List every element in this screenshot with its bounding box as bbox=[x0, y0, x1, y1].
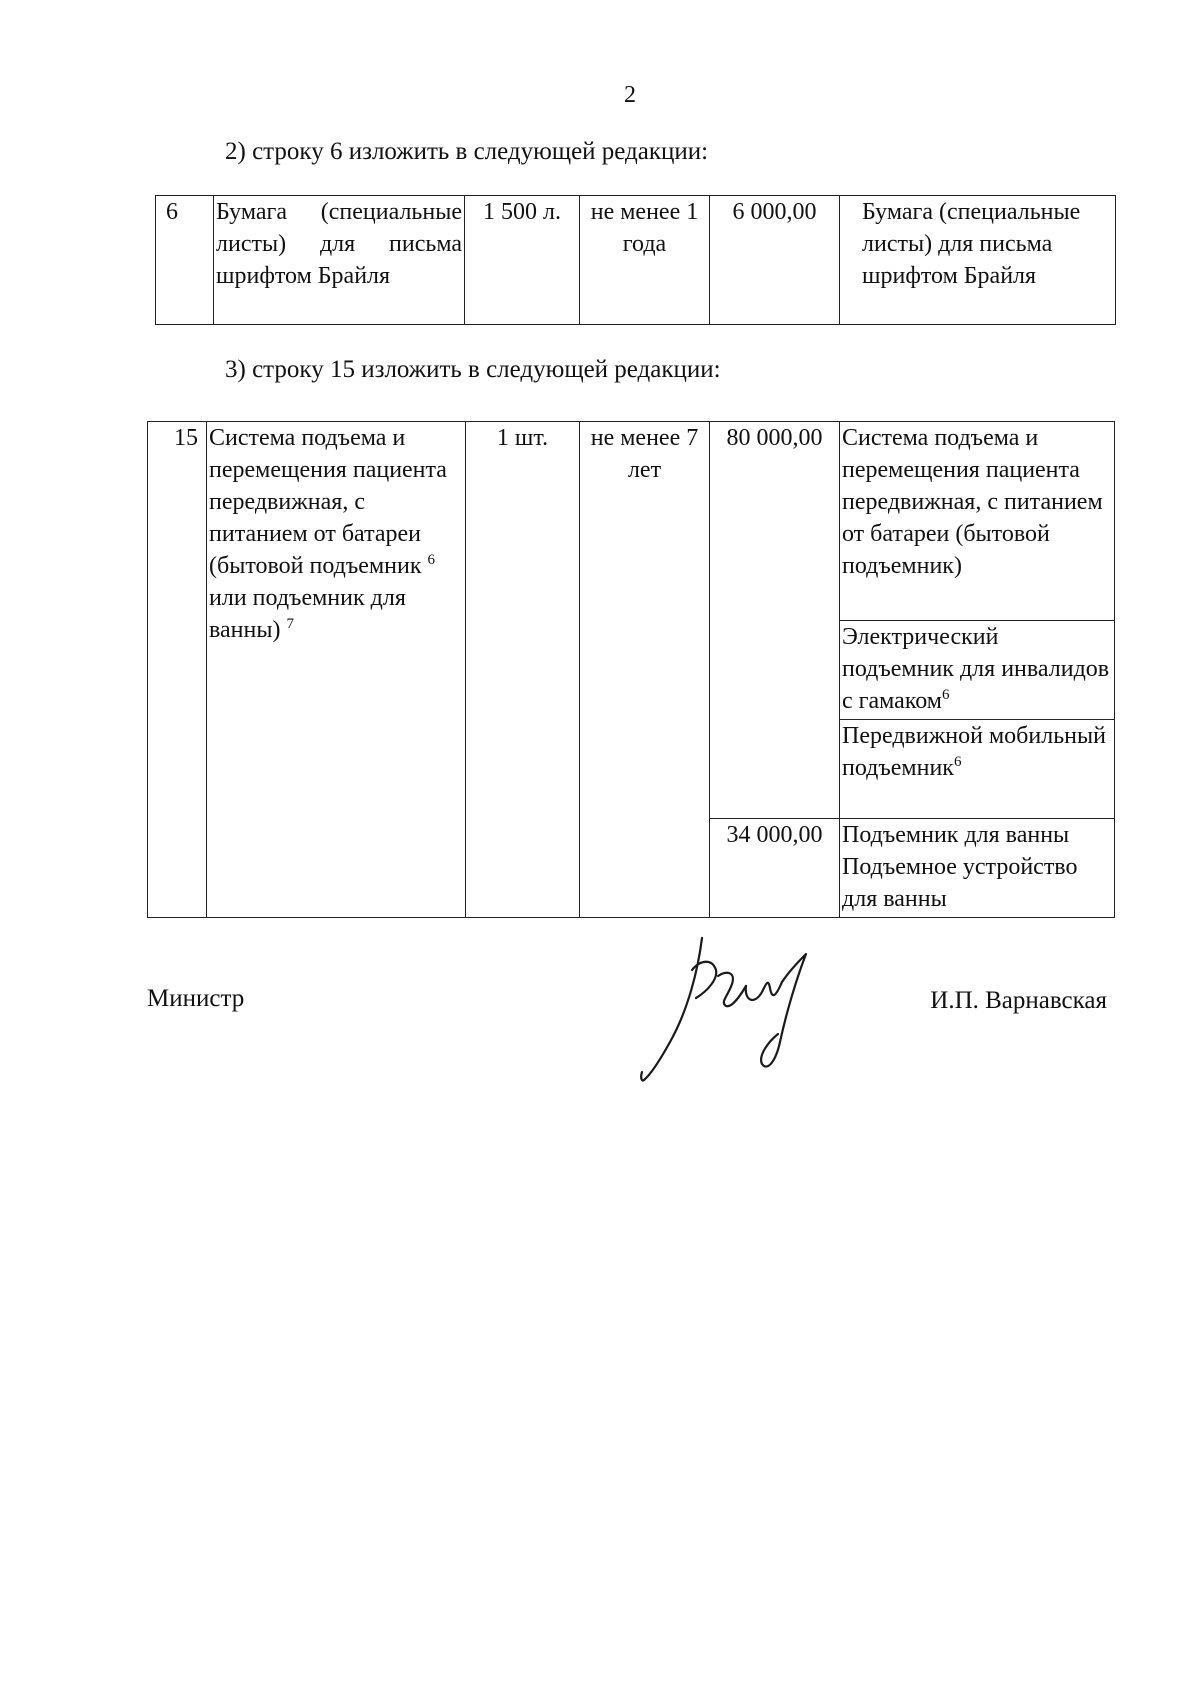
table-row bbox=[156, 196, 1116, 325]
footnote-mark: 7 bbox=[286, 616, 294, 632]
item-recommended bbox=[840, 720, 1115, 819]
item-recommended-line: Подъемное устройство для ванны bbox=[842, 854, 1078, 912]
item-recommended: Бумага (специальные листы) для письма шрифтом Брайля bbox=[840, 196, 1116, 325]
item-recommended bbox=[840, 819, 1115, 918]
item-price: 80 000,00 bbox=[710, 422, 840, 819]
page-number: 2 bbox=[624, 82, 636, 108]
item-quantity: 1 500 л. bbox=[465, 196, 580, 325]
item-price: 6 000,00 bbox=[710, 196, 840, 325]
item-name-part2: или подъемник для ванны) bbox=[209, 585, 406, 643]
row-number: 15 bbox=[148, 422, 207, 918]
signatory-position: Министр bbox=[147, 985, 245, 1012]
item-recommended bbox=[840, 621, 1115, 720]
signatory-name: И.П. Варнавская bbox=[930, 987, 1107, 1014]
item-recommended-text: Передвижной мобильный подъемник bbox=[842, 723, 1106, 781]
footnote-mark: 6 bbox=[427, 552, 435, 568]
table-row-15 bbox=[147, 421, 1115, 918]
instruction-row-15: 3) строку 15 изложить в следующей редакции: bbox=[225, 356, 721, 383]
item-recommended: Система подъема и перемещения пациента передвижная, с питанием от батареи (бытовой подъемник) bbox=[840, 422, 1115, 621]
handwritten-signature bbox=[640, 930, 830, 1090]
instruction-row-6: 2) строку 6 изложить в следующей редакции: bbox=[225, 138, 709, 165]
footnote-mark: 6 bbox=[953, 754, 962, 770]
item-name: Бумага (специальные листы) для письма шрифтом Брайля bbox=[214, 196, 465, 325]
item-recommended-text: Электрический подъемник для инвалидов с гамаком bbox=[842, 624, 1110, 714]
table-row-6 bbox=[155, 195, 1116, 325]
item-name bbox=[207, 422, 466, 918]
item-recommended-line: Подъемник для ванны bbox=[842, 822, 1070, 848]
row-number: 6 bbox=[156, 196, 214, 325]
table-row bbox=[148, 422, 1115, 621]
item-name-part1: Система подъема и перемещения пациента передвижная, с питанием от батареи (бытовой подъемник bbox=[209, 425, 447, 579]
footnote-mark: 6 bbox=[942, 687, 950, 703]
item-price: 34 000,00 bbox=[710, 819, 840, 918]
item-term: не менее 1 года bbox=[580, 196, 710, 325]
item-term: не менее 7 лет bbox=[580, 422, 710, 918]
item-quantity: 1 шт. bbox=[466, 422, 580, 918]
